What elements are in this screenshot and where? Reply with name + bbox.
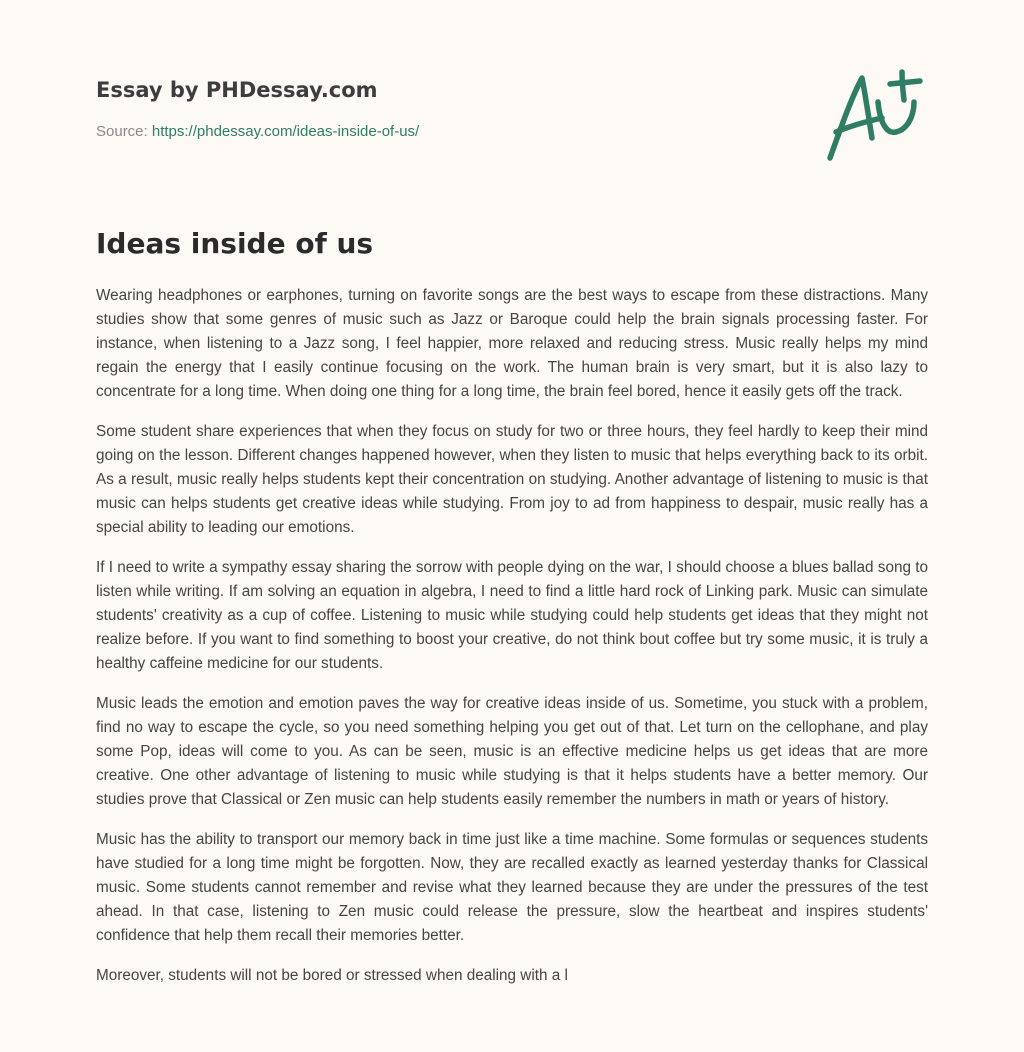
essay-page [96, 0, 928, 1052]
essay-paragraph: Wearing headphones or earphones, turning on favorite songs are the best ways to escape from these distractions. Many studies show that some genres of music such as Jazz or Baroque could help the brain signals processing faster. For instance, when listening to a Jazz song, I feel happier, more relaxed and reducing stress. Music really helps my mind regain the energy that I easily continue focusing on the work. The human brain is very smart, but it is also lazy to concentrate for a long time. When doing one thing for a long time, the brain feel bored, hence it easily gets off the track. [96, 287, 928, 400]
essay-paragraph: Music has the ability to transport our memory back in time just like a time machine. Some formulas or sequences students have studied for a long time might be forgotten. Now, they are recalled exactly as learned yesterday thanks for Classical music. Some students cannot remember and revise what they learned because they are under the pressures of the test ahead. In that case, listening to Zen music could release the pressure, slow the heartbeat and inspires students' confidence that help them recall their memories better. [96, 831, 928, 944]
essay-title: Ideas inside of us [96, 227, 374, 260]
essay-paragraph: If I need to write a sympathy essay sharing the sorrow with people dying on the war, I should choose a blues ballad song to listen while writing. If am solving an equation in algebra, I need to find a little hard rock of Linking park. Music can simulate students' creativity as a cup of coffee. Listening to music while studying could help students get ideas that they might not realize before. If you want to find something to boost your creative, do not think bout coffee but try some music, it is truly a healthy caffeine medicine for our students. [96, 559, 928, 672]
essay-paragraph: Moreover, students will not be bored or stressed when dealing with a l [96, 967, 568, 984]
essay-paragraph: Some student share experiences that when they focus on study for two or three hours, they feel hardly to keep their mind going on the lesson. Different changes happened however, when they listen to music that helps everything back to its orbit. As a result, music really helps students kept their concentration on studying. Another advantage of listening to music is that music can helps students get creative ideas while studying. From joy to ad from happiness to despair, music really has a special ability to leading our emotions. [96, 423, 928, 536]
essay-body [96, 284, 928, 1004]
essay-paragraph: Music leads the emotion and emotion paves the way for creative ideas inside of us. Sometime, you stuck with a problem, find no way to escape the cycle, so you need something helping you get out of that. Let turn on the cellophane, and play some Pop, ideas will come to you. As can be seen, music is an effective medicine helps us get ideas that are more creative. One other advantage of listening to music while studying is that it helps students have a better memory. Our studies prove that Classical or Zen music can help students easily remember the numbers in math or years of history. [96, 695, 928, 808]
source-line [96, 122, 928, 142]
source-label: Source: [96, 123, 152, 140]
site-brand: Essay by PHDessay.com [96, 78, 378, 102]
source-link[interactable]: https://phdessay.com/ideas-inside-of-us/ [151, 123, 420, 140]
essay-header [96, 74, 928, 164]
a-plus-grade-icon [822, 68, 926, 164]
